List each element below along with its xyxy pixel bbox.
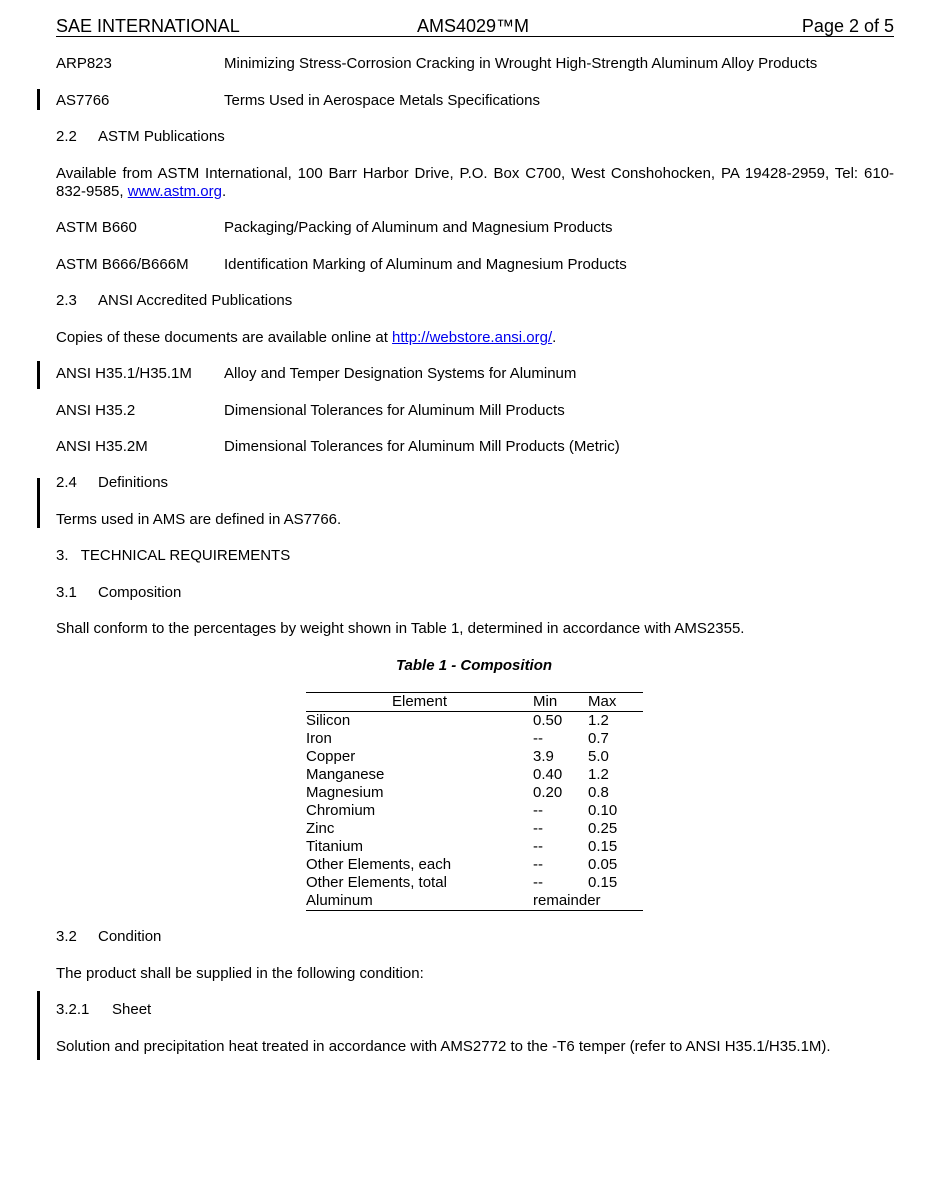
section-number: 3.2	[56, 928, 77, 945]
max-cell: 1.2	[588, 766, 609, 783]
page-header	[56, 16, 894, 37]
max-cell: 0.8	[588, 784, 609, 801]
max-cell: 0.10	[588, 802, 618, 819]
astm-availability-text: Available from ASTM International, 100 Barr Harbor Drive, P.O. Box C700, West Conshohocken, PA 19428-2959, Tel: 610-832-9585,	[56, 165, 894, 200]
table-row	[306, 784, 643, 802]
reference-title: Minimizing Stress-Corrosion Cracking in Wrought High-Strength Aluminum Alloy Products	[224, 55, 818, 72]
header-page-number: Page 2 of 5	[801, 16, 894, 36]
condition-paragraph: The product shall be supplied in the following condition:	[56, 965, 424, 982]
revision-change-bar	[37, 991, 40, 1060]
reference-title: Packaging/Packing of Aluminum and Magnesium Products	[224, 219, 613, 236]
max-cell: 0.7	[588, 730, 609, 747]
reference-title: Dimensional Tolerances for Aluminum Mill Products	[224, 402, 565, 419]
reference-title: Identification Marking of Aluminum and Magnesium Products	[224, 256, 627, 273]
astm-availability-paragraph	[56, 165, 894, 201]
sheet-condition-paragraph: Solution and precipitation heat treated in accordance with AMS2772 to the -T6 temper (refer to ANSI H35.1/H35.1M).	[56, 1038, 831, 1055]
table-row	[306, 838, 643, 856]
section-number: 2.4	[56, 474, 77, 491]
element-cell: Other Elements, total	[306, 874, 447, 891]
section-title: ANSI Accredited Publications	[98, 292, 293, 309]
element-cell: Magnesium	[306, 784, 384, 801]
table-row	[306, 874, 643, 892]
section-title: Definitions	[98, 474, 169, 491]
element-cell: Aluminum	[306, 892, 533, 911]
element-cell: Manganese	[306, 766, 385, 783]
reference-code: ASTM B666/B666M	[56, 256, 189, 273]
min-cell: --	[533, 838, 543, 855]
definitions-paragraph: Terms used in AMS are defined in AS7766.	[56, 511, 342, 528]
min-cell: --	[533, 820, 543, 837]
table-row	[306, 856, 643, 874]
max-cell: 5.0	[588, 748, 609, 765]
ansi-availability-text: Copies of these documents are available online at	[56, 329, 388, 346]
reference-title: Dimensional Tolerances for Aluminum Mill Products (Metric)	[224, 438, 620, 455]
reference-code: ASTM B660	[56, 219, 137, 236]
reference-title: Terms Used in Aerospace Metals Specifications	[224, 92, 540, 109]
min-cell: --	[533, 802, 543, 819]
min-cell: 3.9	[533, 748, 554, 765]
table-row	[306, 712, 643, 731]
element-cell: Other Elements, each	[306, 856, 452, 873]
reference-code: ANSI H35.1/H35.1M	[56, 365, 192, 382]
table-row	[306, 892, 643, 911]
astm-link-trailing: .	[221, 183, 227, 200]
header-org: SAE INTERNATIONAL	[56, 16, 240, 36]
section-title: Condition	[98, 928, 162, 945]
min-cell: 0.50	[533, 712, 563, 729]
table-caption: Table 1 - Composition	[395, 657, 553, 674]
revision-change-bar	[37, 89, 40, 110]
element-cell: Titanium	[306, 838, 363, 855]
revision-change-bar	[37, 361, 40, 389]
reference-code: ARP823	[56, 55, 112, 72]
ansi-link-trailing: .	[552, 329, 557, 346]
section-number: 3.2.1	[56, 1001, 90, 1018]
min-cell: 0.20	[533, 784, 563, 801]
min-cell: --	[533, 874, 543, 891]
ansi-availability-paragraph	[56, 329, 894, 347]
min-cell: --	[533, 856, 543, 873]
element-cell: Silicon	[306, 712, 351, 729]
section-title: Composition	[98, 584, 182, 601]
table-row	[306, 820, 643, 838]
table-row	[306, 766, 643, 784]
table-row	[306, 730, 643, 748]
table-row	[306, 748, 643, 766]
reference-title: Alloy and Temper Designation Systems for Aluminum	[224, 365, 577, 382]
column-header-element: Element	[306, 693, 533, 712]
table-header-row	[306, 693, 643, 712]
element-cell: Zinc	[306, 820, 335, 837]
section-title: ASTM Publications	[98, 128, 225, 145]
section-number: 2.3	[56, 292, 77, 309]
section-number: 3.1	[56, 584, 77, 601]
max-cell: 0.15	[588, 874, 618, 891]
revision-change-bar	[37, 478, 40, 528]
remainder-cell: remainder	[533, 892, 643, 911]
max-cell: 1.2	[588, 712, 609, 729]
section-heading: 3. TECHNICAL REQUIREMENTS	[56, 547, 291, 564]
column-header-max: Max	[588, 693, 643, 712]
reference-code: AS7766	[56, 92, 110, 109]
composition-table	[306, 692, 643, 911]
header-document-number: AMS4029™M	[417, 16, 530, 36]
reference-code: ANSI H35.2	[56, 402, 136, 419]
section-number: 2.2	[56, 128, 77, 145]
reference-code: ANSI H35.2M	[56, 438, 148, 455]
element-cell: Iron	[306, 730, 332, 747]
ansi-webstore-link[interactable]: http://webstore.ansi.org/	[392, 329, 553, 346]
max-cell: 0.05	[588, 856, 618, 873]
min-cell: 0.40	[533, 766, 563, 783]
element-cell: Copper	[306, 748, 356, 765]
table-row	[306, 802, 643, 820]
section-title: Sheet	[112, 1001, 152, 1018]
max-cell: 0.25	[588, 820, 618, 837]
min-cell: --	[533, 730, 543, 747]
column-header-min: Min	[533, 693, 588, 712]
element-cell: Chromium	[306, 802, 376, 819]
max-cell: 0.15	[588, 838, 618, 855]
composition-paragraph: Shall conform to the percentages by weight shown in Table 1, determined in accordance with AMS2355.	[56, 620, 745, 637]
astm-website-link[interactable]: www.astm.org	[127, 183, 222, 200]
